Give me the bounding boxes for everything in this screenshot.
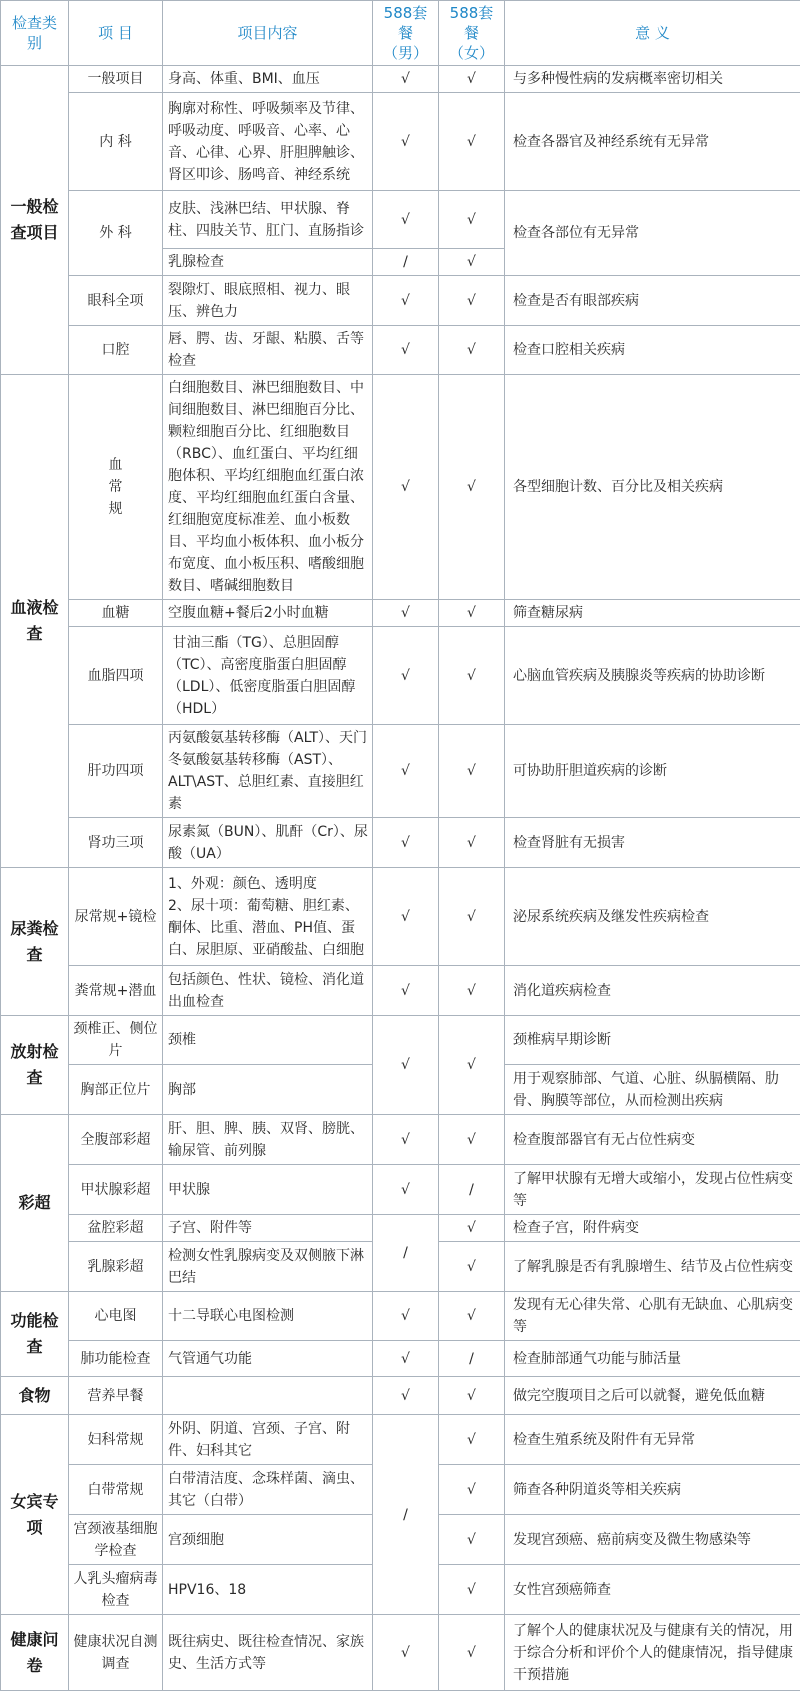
female-mark: √: [439, 249, 505, 276]
meaning-cell: 发现宫颈癌、癌前病变及微生物感染等: [505, 1515, 800, 1565]
content-cell: 1、外观：颜色、透明度 2、尿十项：葡萄糖、胆红素、酮体、比重、潜血、PH值、蛋白、尿胆原、亚硝酸盐、白细胞: [163, 868, 373, 966]
content-cell: 唇、腭、齿、牙龈、粘膜、舌等检查: [163, 326, 373, 375]
table-row: [1, 66, 800, 93]
female-mark: √: [439, 966, 505, 1016]
meaning-cell: 颈椎病早期诊断: [505, 1016, 800, 1065]
female-mark: √: [439, 1515, 505, 1565]
table-row: [1, 1377, 800, 1415]
table-row: [1, 868, 800, 966]
meaning-cell: 检查生殖系统及附件有无异常: [505, 1415, 800, 1465]
meaning-cell: 心脑血管疾病及胰腺炎等疾病的协助诊断: [505, 627, 800, 725]
female-mark: /: [439, 1165, 505, 1215]
male-mark: √: [373, 1615, 439, 1691]
content-cell: 皮肤、浅淋巴结、甲状腺、脊柱、四肢关节、肛门、直肠指诊: [163, 191, 373, 249]
content-cell: 肝、胆、脾、胰、双肾、膀胱、输尿管、前列腺: [163, 1115, 373, 1165]
header-row: [1, 1, 800, 66]
female-mark: √: [439, 1215, 505, 1242]
table-row: [1, 1016, 800, 1065]
female-mark: √: [439, 1565, 505, 1615]
meaning-cell: 可协助肝胆道疾病的诊断: [505, 725, 800, 818]
content-cell: 宫颈细胞: [163, 1515, 373, 1565]
female-mark: √: [439, 1242, 505, 1292]
meaning-cell: 筛查各种阴道炎等相关疾病: [505, 1465, 800, 1515]
female-mark: √: [439, 1292, 505, 1341]
meaning-cell: 检查各器官及神经系统有无异常: [505, 93, 800, 191]
table-row: [1, 1615, 800, 1691]
content-cell: 身高、体重、BMI、血压: [163, 66, 373, 93]
item-cell: 内 科: [69, 93, 163, 191]
header-content: 项目内容: [163, 1, 373, 66]
table-row: [1, 966, 800, 1016]
meaning-cell: 用于观察肺部、气道、心脏、纵膈横隔、肋骨、胸膜等部位，从而检测出疾病: [505, 1065, 800, 1115]
item-cell: 全腹部彩超: [69, 1115, 163, 1165]
content-cell: [163, 1377, 373, 1415]
male-mark: √: [373, 93, 439, 191]
female-mark: √: [439, 93, 505, 191]
category-cell: 尿粪检查: [1, 868, 69, 1016]
content-cell: 甲状腺: [163, 1165, 373, 1215]
item-cell: 乳腺彩超: [69, 1242, 163, 1292]
category-cell: 一般检查项目: [1, 66, 69, 375]
content-cell: 十二导联心电图检测: [163, 1292, 373, 1341]
meaning-cell: 消化道疾病检查: [505, 966, 800, 1016]
male-mark: √: [373, 1165, 439, 1215]
table-row: [1, 1292, 800, 1341]
male-mark: √: [373, 627, 439, 725]
male-mark: /: [373, 249, 439, 276]
header-male: [373, 1, 439, 66]
category-cell: 功能检查: [1, 1292, 69, 1377]
table-row: [1, 725, 800, 818]
meaning-cell: 筛查糖尿病: [505, 600, 800, 627]
table-row: [1, 375, 800, 600]
content-cell: 甘油三酯（TG）、总胆固醇（TC）、高密度脂蛋白胆固醇（LDL）、低密度脂蛋白胆固醇（HDL）: [163, 627, 373, 725]
content-cell: 白细胞数目、淋巴细胞数目、中间细胞数目、淋巴细胞百分比、颗粒细胞百分比、红细胞数目（RBC）、血红蛋白、平均红细胞体积、平均红细胞血红蛋白浓度、平均红细胞血红蛋白含量、红细胞宽度标准差、血小板数目、平均血小板体积、血小板分布宽度、血小板压积、嗜酸细胞数目、嗜碱细胞数目: [163, 375, 373, 600]
content-cell: 尿素氮（BUN）、肌酐（Cr）、尿酸（UA）: [163, 818, 373, 868]
category-cell: 健康问卷: [1, 1615, 69, 1691]
meaning-cell: 了解甲状腺有无增大或缩小，发现占位性病变等: [505, 1165, 800, 1215]
female-mark: √: [439, 191, 505, 249]
item-cell: 肝功四项: [69, 725, 163, 818]
item-cell: 粪常规+潜血: [69, 966, 163, 1016]
meaning-cell: 检查子宫，附件病变: [505, 1215, 800, 1242]
item-cell: 肺功能检查: [69, 1341, 163, 1377]
item-cell: 宫颈液基细胞学检查: [69, 1515, 163, 1565]
item-cell: 盆腔彩超: [69, 1215, 163, 1242]
content-cell: 子宫、附件等: [163, 1215, 373, 1242]
meaning-cell: 各型细胞计数、百分比及相关疾病: [505, 375, 800, 600]
header-female-line2: （女）: [443, 43, 500, 63]
female-mark: √: [439, 66, 505, 93]
item-cell: 血脂四项: [69, 627, 163, 725]
item-cell: 健康状况自测调查: [69, 1615, 163, 1691]
table-row: [1, 818, 800, 868]
female-mark: √: [439, 725, 505, 818]
table-row: [1, 1341, 800, 1377]
meaning-cell: 检查口腔相关疾病: [505, 326, 800, 375]
content-cell: 包括颜色、性状、镜检、消化道出血检查: [163, 966, 373, 1016]
female-mark: √: [439, 1377, 505, 1415]
item-cell: 胸部正位片: [69, 1065, 163, 1115]
male-mark: √: [373, 276, 439, 326]
table-row: [1, 191, 800, 249]
item-cell: 眼科全项: [69, 276, 163, 326]
table-row: [1, 1215, 800, 1242]
meaning-cell: 泌尿系统疾病及继发性疾病检查: [505, 868, 800, 966]
header-meaning: 意 义: [505, 1, 800, 66]
female-mark: √: [439, 600, 505, 627]
category-cell: 食物: [1, 1377, 69, 1415]
meaning-cell: 检查肺部通气功能与肺活量: [505, 1341, 800, 1377]
item-cell: 人乳头瘤病毒检查: [69, 1565, 163, 1615]
male-mark: √: [373, 326, 439, 375]
female-mark: √: [439, 1615, 505, 1691]
table-row: [1, 326, 800, 375]
content-cell: 乳腺检查: [163, 249, 373, 276]
female-mark: √: [439, 818, 505, 868]
table-row: [1, 1415, 800, 1465]
female-mark: /: [439, 1341, 505, 1377]
content-cell: 外阴、阴道、宫颈、子宫、附件、妇科其它: [163, 1415, 373, 1465]
content-cell: 白带清洁度、念珠样菌、滴虫、其它（白带）: [163, 1465, 373, 1515]
male-mark: √: [373, 1016, 439, 1115]
table-row: [1, 627, 800, 725]
item-cell: 颈椎正、侧位片: [69, 1016, 163, 1065]
item-cell: 尿常规+镜检: [69, 868, 163, 966]
content-cell: 空腹血糖+餐后2小时血糖: [163, 600, 373, 627]
table-row: [1, 1115, 800, 1165]
meaning-cell: 了解乳腺是否有乳腺增生、结节及占位性病变: [505, 1242, 800, 1292]
header-item: 项 目: [69, 1, 163, 66]
female-mark: √: [439, 276, 505, 326]
male-mark: √: [373, 1341, 439, 1377]
female-mark: √: [439, 1465, 505, 1515]
table-row: [1, 276, 800, 326]
content-cell: 胸部: [163, 1065, 373, 1115]
table-row: [1, 600, 800, 627]
item-cell: 一般项目: [69, 66, 163, 93]
male-mark: √: [373, 868, 439, 966]
content-cell: 丙氨酸氨基转移酶（ALT）、天门冬氨酸氨基转移酶（AST）、ALT\AST、总胆红素、直接胆红素: [163, 725, 373, 818]
category-cell: 女宾专项: [1, 1415, 69, 1615]
category-cell: 血液检查: [1, 375, 69, 868]
meaning-cell: 做完空腹项目之后可以就餐，避免低血糖: [505, 1377, 800, 1415]
category-cell: 彩超: [1, 1115, 69, 1292]
meaning-cell: 检查腹部器官有无占位性病变: [505, 1115, 800, 1165]
male-mark: √: [373, 191, 439, 249]
meaning-cell: 与多种慢性病的发病概率密切相关: [505, 66, 800, 93]
content-cell: 既往病史、既往检查情况、家族史、生活方式等: [163, 1615, 373, 1691]
item-cell: 外 科: [69, 191, 163, 276]
meaning-cell: 女性宫颈癌筛查: [505, 1565, 800, 1615]
table-row: [1, 93, 800, 191]
header-category: 检查类别: [1, 1, 69, 66]
male-mark: /: [373, 1215, 439, 1292]
item-cell: 白带常规: [69, 1465, 163, 1515]
header-female-line1: 588套餐: [443, 3, 500, 43]
item-cell: 肾功三项: [69, 818, 163, 868]
content-cell: HPV16、18: [163, 1565, 373, 1615]
male-mark: √: [373, 725, 439, 818]
male-mark: √: [373, 600, 439, 627]
header-female: [439, 1, 505, 66]
meaning-cell: 检查肾脏有无损害: [505, 818, 800, 868]
meaning-cell: 检查是否有眼部疾病: [505, 276, 800, 326]
item-cell: 心电图: [69, 1292, 163, 1341]
female-mark: √: [439, 1115, 505, 1165]
content-cell: 裂隙灯、眼底照相、视力、眼压、辨色力: [163, 276, 373, 326]
female-mark: √: [439, 627, 505, 725]
male-mark: √: [373, 1377, 439, 1415]
female-mark: √: [439, 1415, 505, 1465]
male-mark: √: [373, 66, 439, 93]
meaning-cell: 检查各部位有无异常: [505, 191, 800, 276]
female-mark: √: [439, 1016, 505, 1115]
table-row: [1, 1165, 800, 1215]
female-mark: √: [439, 868, 505, 966]
male-mark: /: [373, 1415, 439, 1615]
content-cell: 气管通气功能: [163, 1341, 373, 1377]
meaning-cell: 发现有无心律失常、心肌有无缺血、心肌病变等: [505, 1292, 800, 1341]
category-cell: 放射检查: [1, 1016, 69, 1115]
item-cell: 营养早餐: [69, 1377, 163, 1415]
item-cell: 口腔: [69, 326, 163, 375]
meaning-cell: 了解个人的健康状况及与健康有关的情况，用于综合分析和评价个人的健康情况，指导健康干预措施: [505, 1615, 800, 1691]
content-cell: 胸廓对称性、呼吸频率及节律、呼吸动度、呼吸音、心率、心音、心律、心界、肝胆脾触诊、肾区叩诊、肠鸣音、神经系统: [163, 93, 373, 191]
male-mark: √: [373, 818, 439, 868]
male-mark: √: [373, 966, 439, 1016]
female-mark: √: [439, 326, 505, 375]
item-cell: 妇科常规: [69, 1415, 163, 1465]
header-male-line1: 588套餐: [377, 3, 434, 43]
item-cell: 血 常 规: [69, 375, 163, 600]
male-mark: √: [373, 1292, 439, 1341]
item-cell: 甲状腺彩超: [69, 1165, 163, 1215]
header-male-line2: （男）: [377, 43, 434, 63]
male-mark: √: [373, 375, 439, 600]
male-mark: √: [373, 1115, 439, 1165]
female-mark: √: [439, 375, 505, 600]
content-cell: 颈椎: [163, 1016, 373, 1065]
content-cell: 检测女性乳腺病变及双侧腋下淋巴结: [163, 1242, 373, 1292]
item-cell: 血糖: [69, 600, 163, 627]
